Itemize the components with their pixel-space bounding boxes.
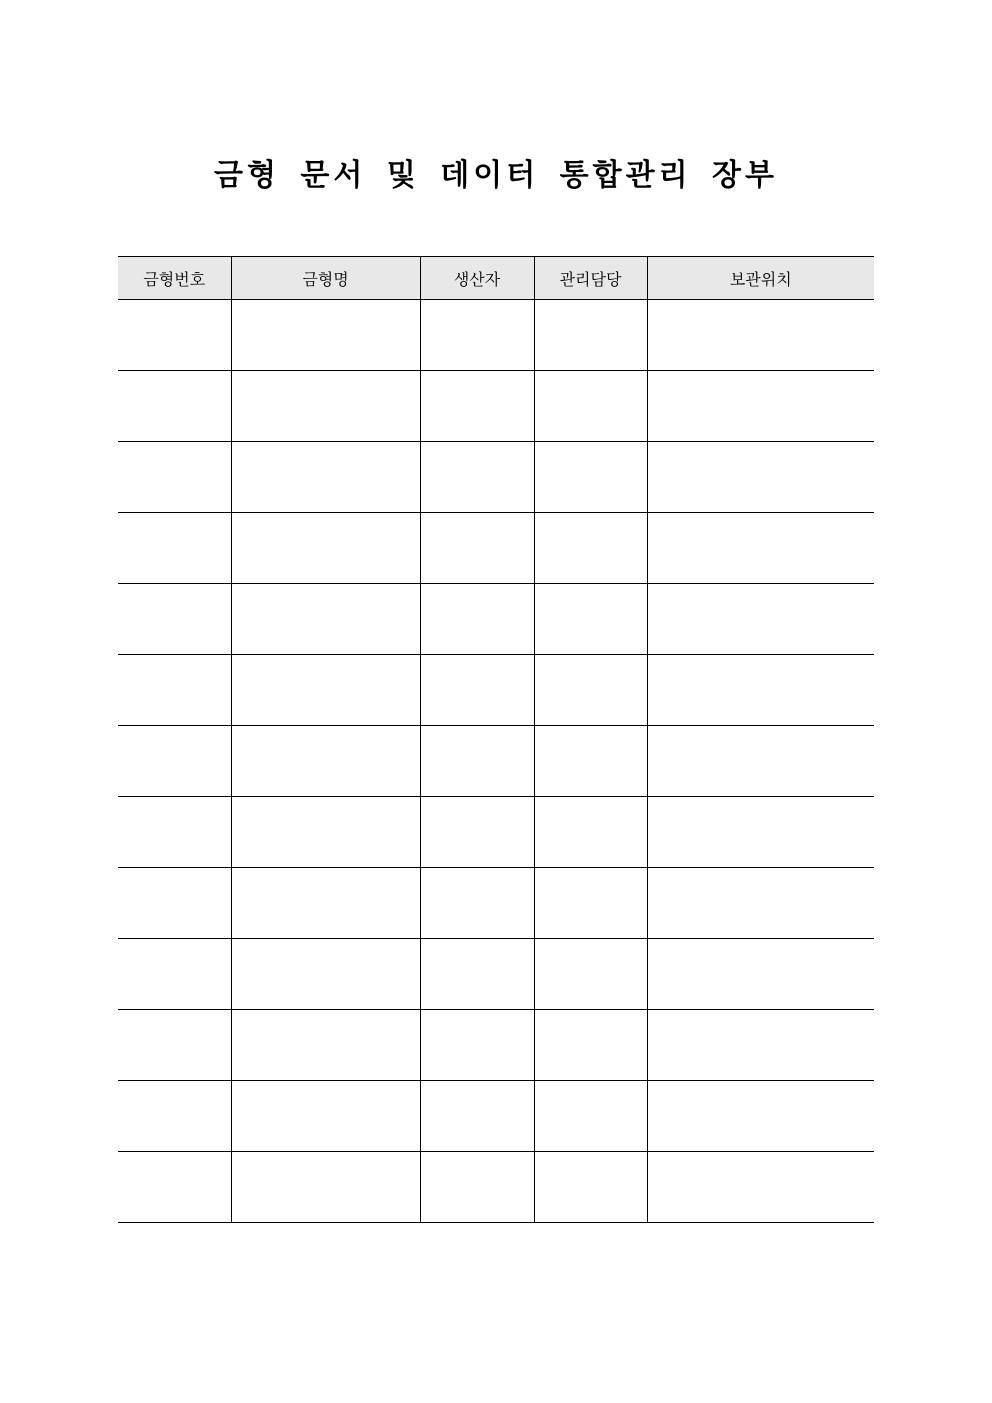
cell-storage-location[interactable] xyxy=(647,726,874,797)
table-row xyxy=(118,442,874,513)
cell-producer[interactable] xyxy=(420,1152,534,1223)
cell-manager[interactable] xyxy=(534,442,647,513)
cell-mold-number[interactable] xyxy=(118,1152,231,1223)
cell-producer[interactable] xyxy=(420,797,534,868)
cell-producer[interactable] xyxy=(420,513,534,584)
cell-mold-name[interactable] xyxy=(231,442,420,513)
cell-mold-name[interactable] xyxy=(231,655,420,726)
cell-mold-name[interactable] xyxy=(231,300,420,371)
cell-mold-number[interactable] xyxy=(118,1010,231,1081)
cell-mold-number[interactable] xyxy=(118,797,231,868)
header-manager: 관리담당 xyxy=(534,257,647,300)
cell-mold-number[interactable] xyxy=(118,442,231,513)
cell-storage-location[interactable] xyxy=(647,1152,874,1223)
cell-mold-name[interactable] xyxy=(231,513,420,584)
cell-storage-location[interactable] xyxy=(647,797,874,868)
cell-storage-location[interactable] xyxy=(647,1010,874,1081)
cell-producer[interactable] xyxy=(420,300,534,371)
table-row xyxy=(118,726,874,797)
header-row xyxy=(118,257,874,300)
cell-mold-name[interactable] xyxy=(231,584,420,655)
cell-mold-name[interactable] xyxy=(231,1010,420,1081)
cell-producer[interactable] xyxy=(420,371,534,442)
ledger-table xyxy=(118,256,874,1223)
cell-storage-location[interactable] xyxy=(647,300,874,371)
cell-producer[interactable] xyxy=(420,868,534,939)
cell-producer[interactable] xyxy=(420,939,534,1010)
header-mold-name: 금형명 xyxy=(231,257,420,300)
table-body xyxy=(118,300,874,1223)
cell-manager[interactable] xyxy=(534,513,647,584)
cell-mold-name[interactable] xyxy=(231,726,420,797)
table-row xyxy=(118,1152,874,1223)
header-producer: 생산자 xyxy=(420,257,534,300)
page-title: 금형 문서 및 데이터 통합관리 장부 xyxy=(214,158,778,194)
header-storage-location: 보관위치 xyxy=(647,257,874,300)
table-row xyxy=(118,1081,874,1152)
cell-mold-name[interactable] xyxy=(231,371,420,442)
cell-storage-location[interactable] xyxy=(647,513,874,584)
cell-storage-location[interactable] xyxy=(647,371,874,442)
table-row xyxy=(118,797,874,868)
cell-mold-number[interactable] xyxy=(118,655,231,726)
cell-mold-number[interactable] xyxy=(118,584,231,655)
table-row xyxy=(118,513,874,584)
cell-manager[interactable] xyxy=(534,797,647,868)
cell-producer[interactable] xyxy=(420,726,534,797)
table-row xyxy=(118,371,874,442)
cell-producer[interactable] xyxy=(420,1010,534,1081)
cell-manager[interactable] xyxy=(534,726,647,797)
table-row xyxy=(118,300,874,371)
table-row xyxy=(118,939,874,1010)
table-row xyxy=(118,868,874,939)
cell-producer[interactable] xyxy=(420,655,534,726)
cell-manager[interactable] xyxy=(534,584,647,655)
cell-manager[interactable] xyxy=(534,371,647,442)
cell-manager[interactable] xyxy=(534,655,647,726)
cell-producer[interactable] xyxy=(420,584,534,655)
table-row xyxy=(118,1010,874,1081)
cell-manager[interactable] xyxy=(534,1152,647,1223)
cell-manager[interactable] xyxy=(534,868,647,939)
cell-manager[interactable] xyxy=(534,300,647,371)
cell-producer[interactable] xyxy=(420,1081,534,1152)
cell-storage-location[interactable] xyxy=(647,1081,874,1152)
cell-mold-number[interactable] xyxy=(118,868,231,939)
cell-mold-name[interactable] xyxy=(231,939,420,1010)
cell-storage-location[interactable] xyxy=(647,442,874,513)
header-mold-number: 금형번호 xyxy=(118,257,231,300)
cell-manager[interactable] xyxy=(534,1010,647,1081)
cell-storage-location[interactable] xyxy=(647,584,874,655)
cell-mold-number[interactable] xyxy=(118,300,231,371)
cell-mold-name[interactable] xyxy=(231,1152,420,1223)
cell-mold-number[interactable] xyxy=(118,939,231,1010)
table-row xyxy=(118,584,874,655)
cell-producer[interactable] xyxy=(420,442,534,513)
cell-manager[interactable] xyxy=(534,1081,647,1152)
cell-mold-number[interactable] xyxy=(118,1081,231,1152)
cell-storage-location[interactable] xyxy=(647,868,874,939)
cell-mold-number[interactable] xyxy=(118,513,231,584)
cell-mold-number[interactable] xyxy=(118,371,231,442)
table-row xyxy=(118,655,874,726)
cell-mold-name[interactable] xyxy=(231,797,420,868)
cell-storage-location[interactable] xyxy=(647,655,874,726)
cell-mold-name[interactable] xyxy=(231,868,420,939)
cell-mold-name[interactable] xyxy=(231,1081,420,1152)
cell-mold-number[interactable] xyxy=(118,726,231,797)
cell-storage-location[interactable] xyxy=(647,939,874,1010)
cell-manager[interactable] xyxy=(534,939,647,1010)
